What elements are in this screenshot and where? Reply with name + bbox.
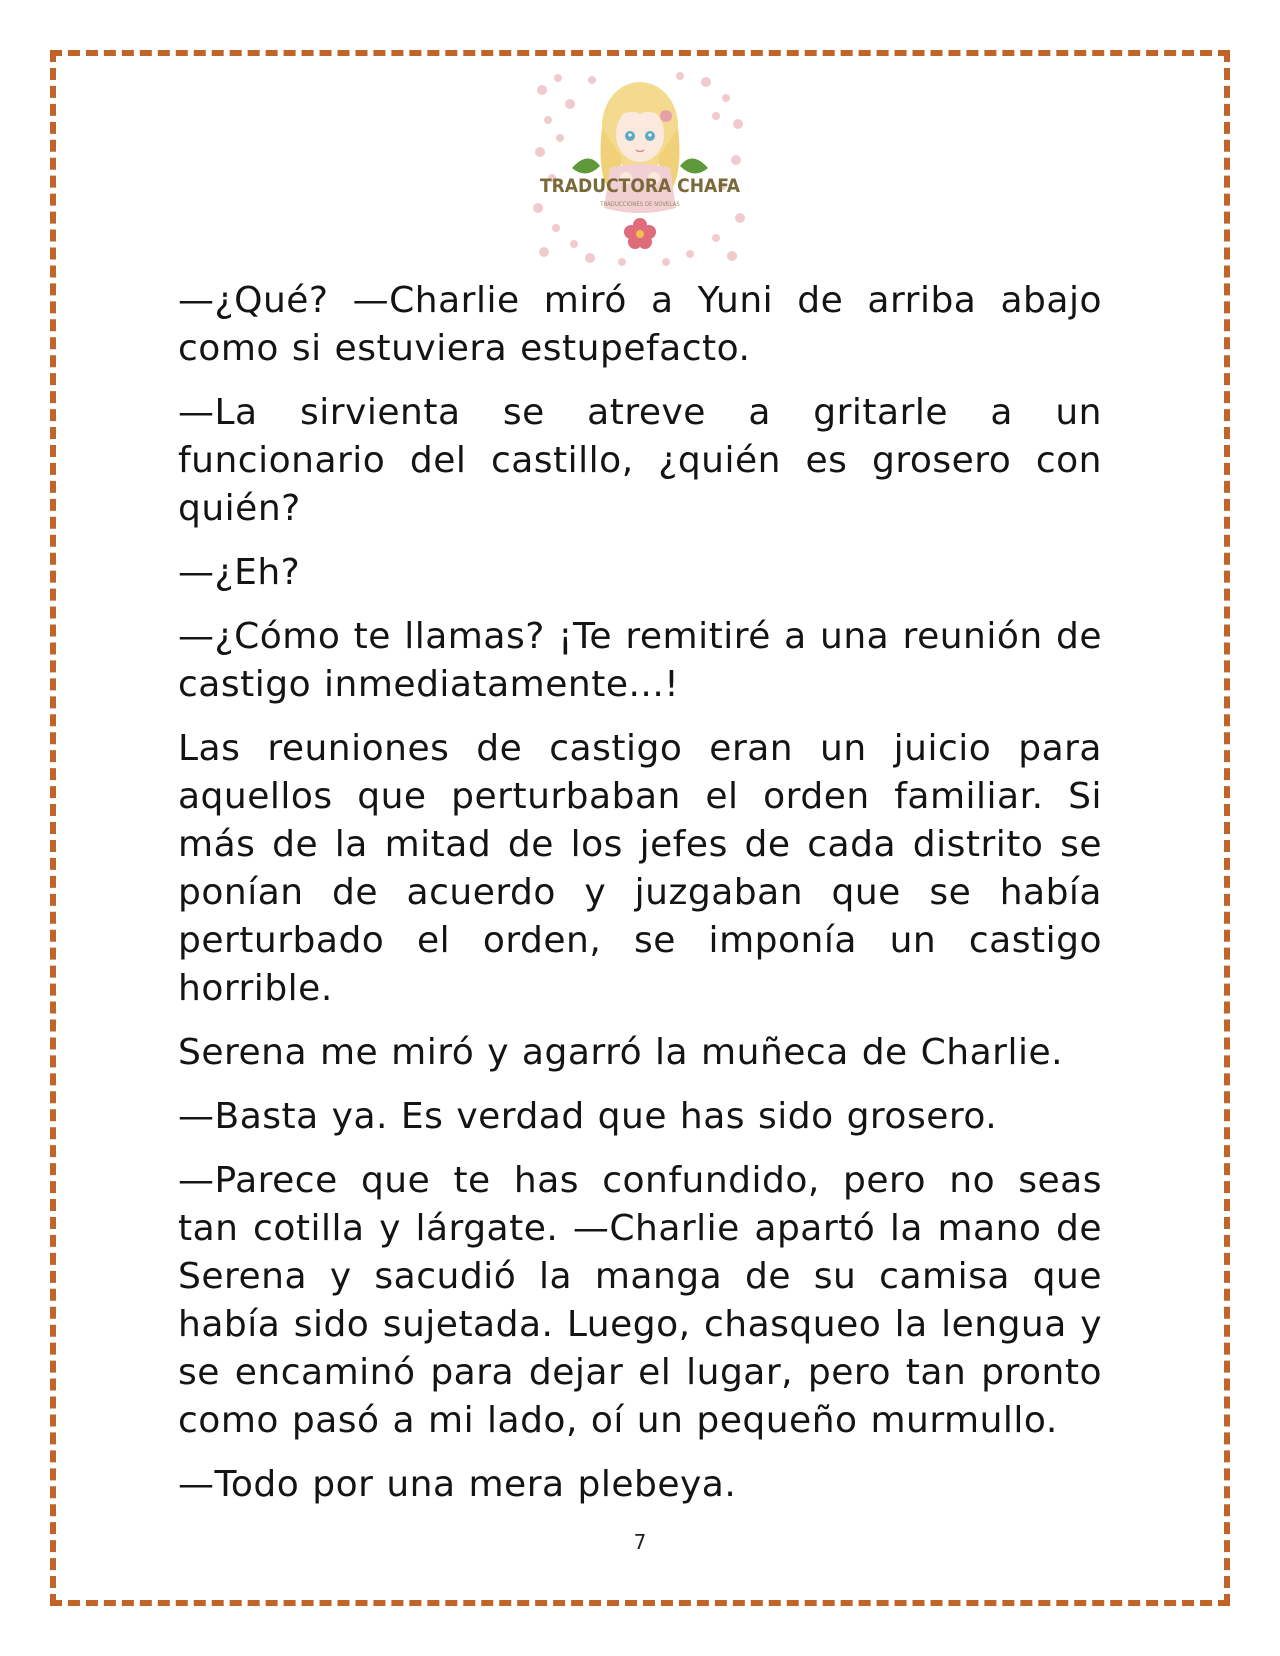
translator-logo [530,68,750,268]
paragraph: —Parece que te has confundido, pero no seas tan cotilla y lárgate. —Charlie apartó la mano de Serena y sacudió la manga de su camisa que había sido sujetada. Luego, chasqueo la lengua y se encaminó para dejar el lugar, pero tan pronto como pasó a mi lado, oí un pequeño murmullo. [178,1160,1102,1441]
paragraph: Serena me miró y agarró la muñeca de Charlie. [178,1032,1064,1073]
page-number: 7 [633,1530,647,1554]
paragraph: —¿Cómo te llamas? ¡Te remitiré a una reunión de castigo inmediatamente...! [178,616,1102,705]
paragraph: Las reuniones de castigo eran un juicio para aquellos que perturbaban el orden familiar. Si más de la mitad de los jefes de cada distrito se ponían de acuerdo y juzgaban que se había perturbado el orden, se imponía un castigo horrible. [178,728,1102,1009]
paragraph: —¿Eh? [178,552,301,593]
paragraph: —Todo por una mera plebeya. [178,1464,737,1505]
story-text [178,277,1102,1525]
paragraph: —Basta ya. Es verdad que has sido grosero. [178,1096,998,1137]
paragraph: —La sirvienta se atreve a gritarle a un funcionario del castillo, ¿quién es grosero con quién? [178,392,1102,529]
paragraph: —¿Qué? —Charlie miró a Yuni de arriba abajo como si estuviera estupefacto. [178,280,1102,369]
logo-subtitle: TRADUCCIONES DE NOVELAS [600,201,680,208]
logo-title: TRADUCTORA CHAFA [539,175,741,197]
